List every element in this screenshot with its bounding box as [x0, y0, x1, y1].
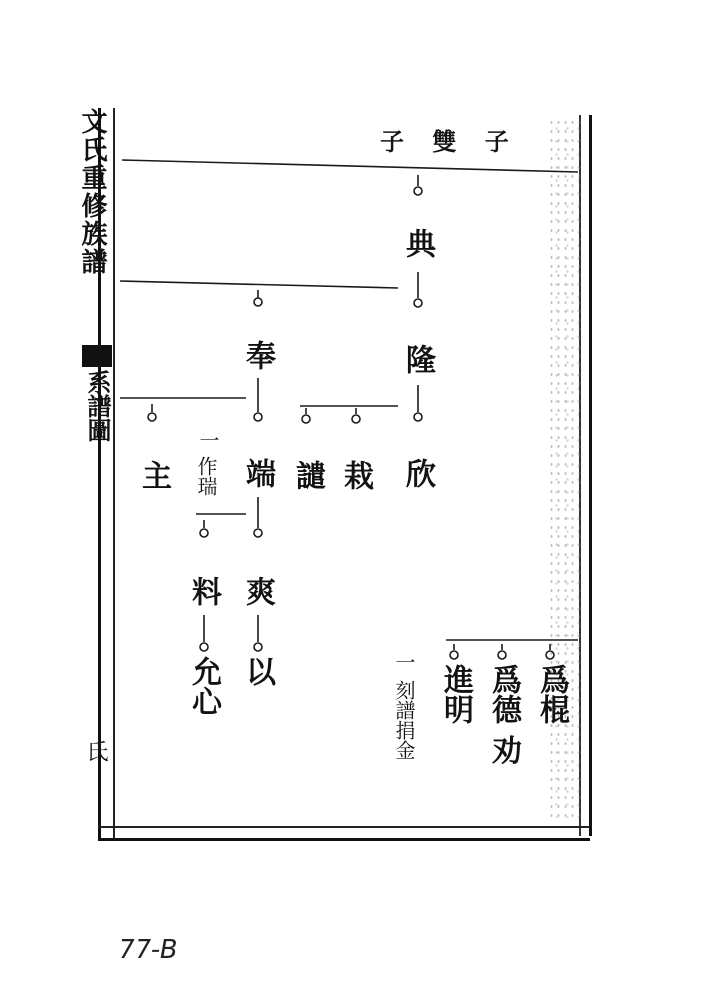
node-circle	[254, 298, 262, 306]
name-zai: 栽	[338, 460, 373, 490]
handwritten-page-number: 77-B	[115, 935, 181, 965]
name-yun-xin: 允心	[186, 656, 221, 716]
name-liao: 料	[186, 576, 221, 606]
top-rule-line	[122, 160, 578, 172]
name-wei-de: 爲德 劝	[486, 664, 521, 765]
name-dian: 典	[400, 228, 435, 258]
node-circle	[148, 413, 156, 421]
node-circle	[498, 651, 506, 659]
node-circle	[302, 415, 310, 423]
node-circle	[450, 651, 458, 659]
spine-subtitle: 系譜圖	[83, 370, 112, 442]
name-shuang: 爽	[240, 576, 275, 606]
node-circle	[352, 415, 360, 423]
name-qian: 譴	[290, 460, 325, 490]
name-wei-gun: 爲棍	[534, 664, 569, 724]
note-ke-pu-juan-jin: 刻譜捐金	[392, 680, 416, 760]
name-duan: 端	[240, 458, 275, 488]
node-circle	[254, 529, 262, 537]
node-circle	[546, 651, 554, 659]
branch-line	[120, 281, 398, 288]
node-circle	[200, 643, 208, 651]
name-zhu: 主	[136, 460, 171, 490]
name-long: 隆	[400, 344, 435, 374]
node-circle	[414, 187, 422, 195]
note-yi: 一	[196, 430, 220, 450]
spine-title: 文氏重修族譜	[77, 108, 107, 276]
node-circle	[254, 413, 262, 421]
name-yi: 以	[240, 656, 275, 686]
node-circle	[414, 413, 422, 421]
note-line-mark: 一	[392, 652, 416, 672]
name-jin-ming: 進明	[438, 664, 473, 724]
name-feng: 奉	[240, 340, 275, 370]
node-circle	[254, 643, 262, 651]
node-circle	[414, 299, 422, 307]
note-zuo-rui: 作瑞	[194, 456, 218, 496]
node-circle	[200, 529, 208, 537]
page-mark: 氏	[83, 740, 108, 762]
name-xin: 欣	[400, 458, 435, 488]
page-heading: 子 雙 子	[380, 127, 519, 156]
